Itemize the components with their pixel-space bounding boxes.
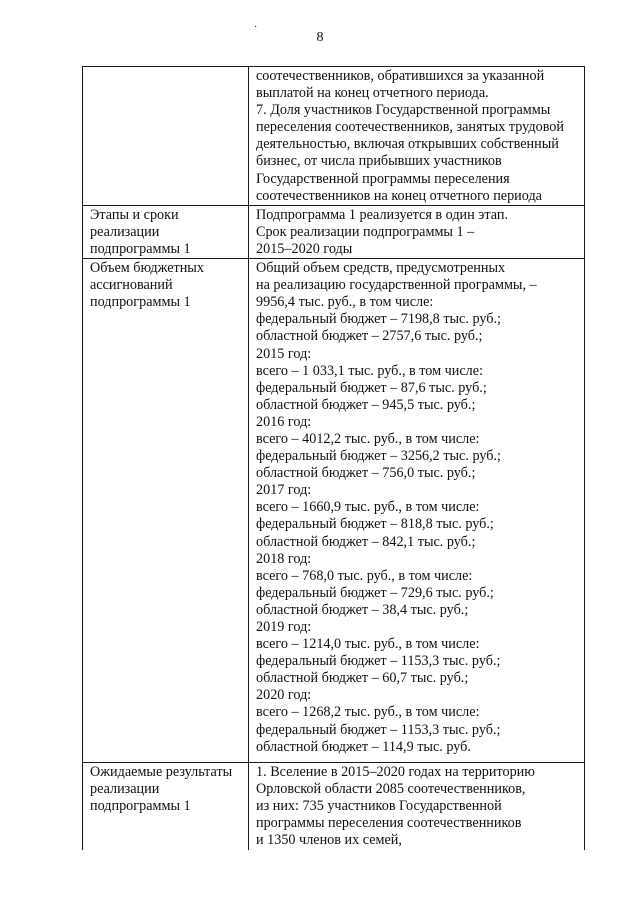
label-line: Объем бюджетных <box>90 260 204 277</box>
row-content-cell <box>249 763 585 851</box>
table-row <box>83 259 585 763</box>
text-line: всего – 1660,9 тыс. руб., в том числе: <box>256 499 480 516</box>
row-label-cell <box>83 205 249 258</box>
text-line: областной бюджет – 756,0 тыс. руб.; <box>256 465 476 482</box>
text-line: Государственной программы переселения <box>256 170 510 187</box>
text-line: федеральный бюджет – 7198,8 тыс. руб.; <box>256 311 501 328</box>
program-passport-table <box>82 66 585 850</box>
label-line: Этапы и сроки <box>90 206 179 223</box>
text-line: 2015 год: <box>256 345 312 362</box>
text-line: соотечественников на конец отчетного периода <box>256 187 542 204</box>
row-content-cell <box>249 259 585 763</box>
text-line: соотечественников, обратившихся за указанной <box>256 68 545 84</box>
text-line: 2016 год: <box>256 413 312 430</box>
text-line: всего – 1 033,1 тыс. руб., в том числе: <box>256 362 483 379</box>
text-line: Подпрограмма 1 реализуется в один этап. <box>256 206 508 223</box>
text-line: федеральный бюджет – 3256,2 тыс. руб.; <box>256 448 501 465</box>
text-line: областной бюджет – 945,5 тыс. руб.; <box>256 396 476 413</box>
text-line: всего – 1214,0 тыс. руб., в том числе: <box>256 636 480 653</box>
text-line: бизнес, от числа прибывших участников <box>256 153 502 170</box>
text-line: федеральный бюджет – 729,6 тыс. руб.; <box>256 584 494 601</box>
text-line: областной бюджет – 2757,6 тыс. руб.; <box>256 328 483 345</box>
text-line: 2019 год: <box>256 619 312 635</box>
row-content-cell <box>249 205 585 258</box>
text-line: выплатой на конец отчетного периода. <box>256 85 489 102</box>
text-line: 7. Доля участников Государственной программы <box>256 102 551 119</box>
table-row <box>83 205 585 258</box>
text-line: федеральный бюджет – 818,8 тыс. руб.; <box>256 516 494 533</box>
label-line: реализации <box>90 781 160 798</box>
text-line: всего – 4012,2 тыс. руб., в том числе: <box>256 430 480 447</box>
text-line: областной бюджет – 38,4 тыс. руб.; <box>256 601 469 618</box>
text-line: Срок реализации подпрограммы 1 – <box>256 223 475 240</box>
text-line: 2015–2020 годы <box>256 240 353 257</box>
text-line: Общий объем средств, предусмотренных <box>256 260 506 277</box>
text-line: 9956,4 тыс. руб., в том числе: <box>256 294 434 311</box>
table-row <box>83 763 585 851</box>
row-label-cell <box>83 763 249 851</box>
table-row <box>83 67 585 206</box>
text-line: областной бюджет – 60,7 тыс. руб.; <box>256 670 469 687</box>
label-line: реализации <box>90 223 160 240</box>
text-line: всего – 768,0 тыс. руб., в том числе: <box>256 567 473 584</box>
page-marker: · <box>254 22 258 33</box>
text-line: программы переселения соотечественников <box>256 815 522 832</box>
text-line: 2020 год: <box>256 687 312 704</box>
text-line: и 1350 членов их семей, <box>256 832 402 849</box>
row-label-cell <box>83 67 249 206</box>
text-line: 2018 год: <box>256 550 312 567</box>
row-label-cell <box>83 259 249 763</box>
text-line: деятельностью, включая открывших собственный <box>256 136 559 153</box>
text-line: областной бюджет – 842,1 тыс. руб.; <box>256 533 476 550</box>
text-line: из них: 735 участников Государственной <box>256 798 502 815</box>
label-line: подпрограммы 1 <box>90 798 191 815</box>
label-line: подпрограммы 1 <box>90 240 191 257</box>
row-content-cell <box>249 67 585 206</box>
text-line: переселения соотечественников, занятых трудовой <box>256 119 564 136</box>
text-line: всего – 1268,2 тыс. руб., в том числе: <box>256 704 480 721</box>
text-line: федеральный бюджет – 1153,3 тыс. руб.; <box>256 721 501 738</box>
text-line: 2017 год: <box>256 482 312 499</box>
label-line: Ожидаемые результаты <box>90 764 233 781</box>
page-number: 8 <box>316 30 324 45</box>
text-line: на реализацию государственной программы, – <box>256 277 537 294</box>
label-line: подпрограммы 1 <box>90 294 191 311</box>
label-line: ассигнований <box>90 277 173 294</box>
text-line: федеральный бюджет – 1153,3 тыс. руб.; <box>256 653 501 670</box>
text-line: областной бюджет – 114,9 тыс. руб. <box>256 738 471 755</box>
text-line: 1. Вселение в 2015–2020 годах на территорию <box>256 764 535 781</box>
text-line: Орловской области 2085 соотечественников, <box>256 781 526 798</box>
text-line: федеральный бюджет – 87,6 тыс. руб.; <box>256 379 487 396</box>
